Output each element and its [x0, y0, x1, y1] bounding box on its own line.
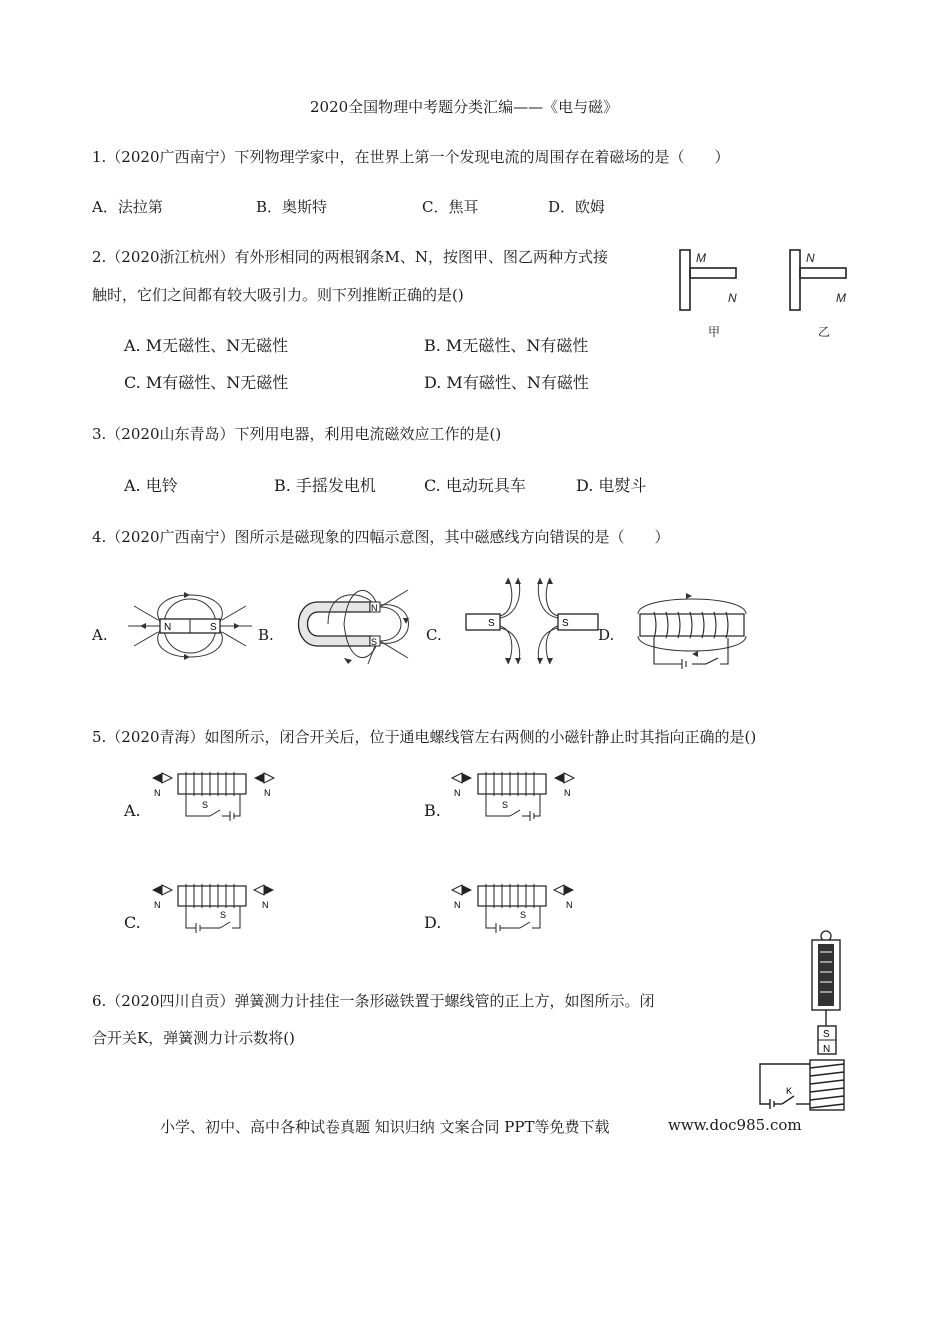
q5-circuit-a [150, 770, 280, 830]
q6-switch-k: K [786, 1086, 793, 1096]
q5-a-needle-left-n: N [154, 788, 161, 798]
q5-circuit-d [450, 882, 580, 942]
q5-letter-c: C. [124, 913, 141, 932]
q1-option-c: C．焦耳 [422, 198, 479, 216]
q4-b-pole-n: N [371, 603, 378, 613]
q4-figure-b-u-magnet [288, 580, 420, 668]
q4-letter-c: C. [426, 626, 442, 644]
q2-fig-caption-jia: 甲 [708, 325, 721, 339]
q2-fig-yi-N: N [806, 251, 815, 265]
q5-d-switch: S [520, 910, 527, 920]
q3-option-b: B. 手摇发电机 [274, 476, 376, 495]
q4-letter-d: D. [598, 626, 615, 644]
q5-letter-d: D. [424, 913, 442, 932]
footer-text: 小学、初中、高中各种试卷真题 知识归纳 文案合同 PPT等免费下载 [160, 1118, 610, 1136]
q5-a-switch: S [202, 800, 209, 810]
footer-url[interactable]: www.doc985.com [668, 1116, 802, 1134]
q5-c-switch: S [220, 910, 227, 920]
q2-stem-line1: 2.（2020浙江杭州）有外形相同的两根钢条M、N，按图甲、图乙两种方式接 [92, 248, 608, 266]
q5-d-needle-right-n: N [566, 900, 573, 910]
q2-steel-bars-figure [670, 244, 870, 344]
q4-c-pole-s-left: S [488, 618, 495, 629]
q2-stem-line2: 触时，它们之间都有较大吸引力。则下列推断正确的是() [92, 286, 464, 304]
q5-c-needle-right-n: N [262, 900, 269, 910]
q4-letter-a: A. [92, 626, 108, 644]
q4-figure-a-bar-magnet [124, 582, 256, 670]
q2-option-d: D. M有磁性、N有磁性 [424, 373, 589, 392]
q3-stem: 3.（2020山东青岛）下列用电器，利用电流磁效应工作的是() [92, 425, 502, 443]
q5-c-needle-left-n: N [154, 900, 161, 910]
q2-fig-yi-M: M [836, 291, 846, 305]
q4-figure-d-solenoid [626, 584, 758, 670]
q6-magnet-s: S [823, 1029, 830, 1040]
q2-option-a: A. M无磁性、N无磁性 [124, 336, 289, 355]
q6-stem-line2: 合开关K，弹簧测力计示数将() [92, 1029, 295, 1047]
q5-b-needle-right-n: N [564, 788, 571, 798]
q2-fig-caption-yi: 乙 [818, 325, 831, 339]
q5-stem: 5.（2020青海）如图所示，闭合开关后，位于通电螺线管左右两侧的小磁针静止时其指向正确的是() [92, 728, 757, 746]
q3-option-c: C. 电动玩具车 [424, 476, 526, 495]
q5-circuit-c [150, 882, 280, 942]
q4-b-pole-s: S [371, 637, 378, 647]
q4-c-pole-s-right: S [562, 618, 569, 629]
q6-stem-line1: 6.（2020四川自贡）弹簧测力计挂住一条形磁铁置于螺线管的正上方，如图所示。闭 [92, 992, 655, 1010]
q1-option-b: B．奥斯特 [256, 198, 328, 216]
q4-figure-c-two-s-poles [462, 576, 602, 666]
q5-letter-b: B. [424, 801, 441, 820]
q5-d-needle-left-n: N [454, 900, 461, 910]
q2-fig-jia-M: M [696, 251, 706, 265]
q1-option-d: D．欧姆 [548, 198, 606, 216]
q1-stem: 1.（2020广西南宁）下列物理学家中，在世界上第一个发现电流的周围存在着磁场的是（ ） [92, 148, 730, 166]
q3-option-d: D. 电熨斗 [576, 476, 647, 495]
q5-b-needle-left-n: N [454, 788, 461, 798]
q6-magnet-n: N [823, 1044, 831, 1055]
q6-spring-scale-solenoid-figure [756, 928, 850, 1114]
q2-fig-jia-N: N [728, 291, 737, 305]
q5-b-switch: S [502, 800, 509, 810]
q5-circuit-b [450, 770, 580, 830]
q4-a-pole-n: N [164, 622, 172, 633]
page-title: 2020全国物理中考题分类汇编——《电与磁》 [310, 98, 619, 116]
q1-option-a: A．法拉第 [92, 198, 163, 216]
q4-stem: 4.（2020广西南宁）图所示是磁现象的四幅示意图，其中磁感线方向错误的是（ ） [92, 528, 670, 546]
q2-option-c: C. M有磁性、N无磁性 [124, 373, 289, 392]
q5-a-needle-right-n: N [264, 788, 271, 798]
q3-option-a: A. 电铃 [124, 476, 178, 495]
q4-letter-b: B. [258, 626, 274, 644]
q4-a-pole-s: S [210, 622, 217, 633]
q5-letter-a: A. [124, 801, 141, 820]
q2-option-b: B. M无磁性、N有磁性 [424, 336, 589, 355]
